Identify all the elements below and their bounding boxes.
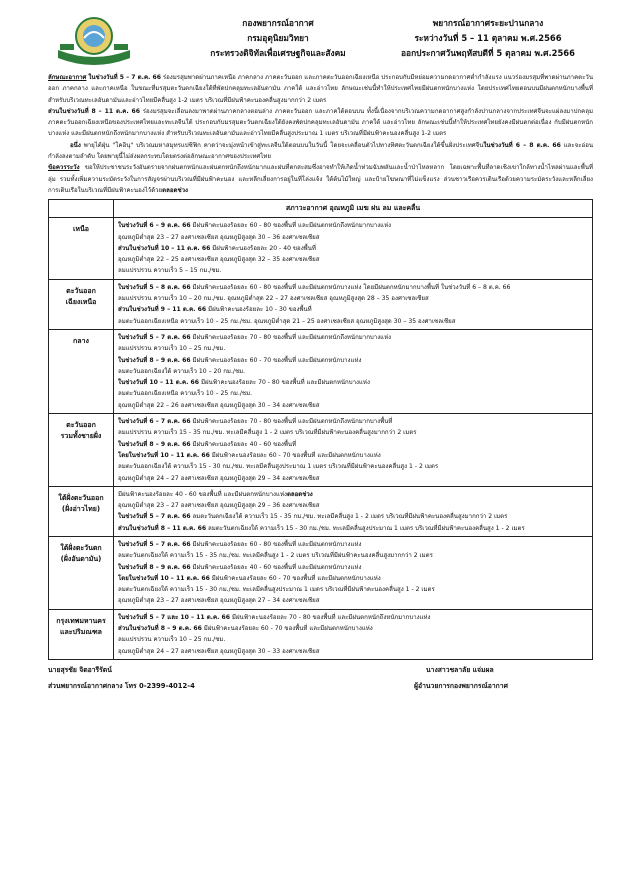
detail-text: อุณหภูมิต่ำสุด 23 – 27 องศาเซลเซียส อุณหภูมิสูงสุด 29 – 36 องศาเซลเซียส (118, 502, 320, 510)
detail-line (118, 573, 588, 584)
region-details (114, 218, 593, 279)
region-name-line: กรุงเทพมหานคร (56, 616, 106, 625)
table-row (49, 414, 593, 487)
detail-text: มีฝนฟ้าคะนองร้อยละ 60 - 80 ของพื้นที่ และมีฝนตกหนักบางแห่ง โดยมีฝนตกหนักมากบางพื้นที่ ในช่วงวันที่ 6 – 8 ต.ค. 66 (190, 283, 511, 291)
detail-line (118, 500, 588, 511)
detail-line (118, 461, 588, 472)
detail-line (118, 254, 588, 265)
detail-line (118, 243, 588, 254)
detail-text: มีฝนฟ้าคะนองร้อยละ 20 - 40 ของพื้นที่ (210, 244, 316, 252)
region-details (114, 279, 593, 329)
detail-text: มีฝนฟ้าคะนองร้อยละ 70 - 80 ของพื้นที่ และมีฝนตกหนักถึงหนักมากบางแห่ง (230, 613, 431, 621)
detail-line (118, 366, 588, 377)
detail-text: มีฝนฟ้าคะนองร้อยละ 60 - 70 ของพื้นที่ และมีฝนตกหนักบางแห่ง (209, 574, 381, 582)
detail-text: มีฝนฟ้าคะนองร้อยละ 40 - 60 ของพื้นที่ และมีฝนตกหนักบางแห่ง (190, 563, 362, 571)
detail-line (118, 316, 588, 327)
detail-text: มีฝนฟ้าคะนองร้อยละ 60 - 80 ของพื้นที่ และมีฝนตกหนักถึงหนักมากบางแห่ง (190, 222, 392, 230)
region-name-line: ใต้ฝั่งตะวันออก (58, 493, 104, 502)
detail-line (118, 595, 588, 606)
detail-line (118, 450, 588, 461)
region-name-line: (ฝั่งอ่าวไทย) (61, 504, 101, 513)
detail-line (118, 473, 588, 484)
director-name: นางสาวชลาลัย แจ่มผล (426, 665, 494, 674)
detail-line (118, 511, 588, 522)
region-name-line: เฉียงเหนือ (65, 297, 97, 306)
detail-text: ลมตะวันออกเฉียงเหนือ ความเร็ว 10 – 25 กม./ชม. อุณหภูมิต่ำสุด 21 – 25 องศาเซลเซียส อุณหภูมิสูงสุด 30 – 35 องศาเซลเซียส (118, 317, 456, 325)
detail-line (118, 489, 588, 500)
detail-line (118, 427, 588, 438)
issuer-division: กองพยากรณ์อากาศ (242, 18, 314, 28)
detail-line (118, 623, 588, 634)
region-name (49, 414, 114, 487)
detail-text: มีฝนฟ้าคะนองร้อยละ 40 - 60 ของพื้นที่ (190, 440, 297, 448)
forecast-period: ระหว่างวันที่ 5 – 11 ตุลาคม พ.ศ.2566 (414, 33, 562, 43)
detail-text: มีฝนฟ้าคะนองร้อยละ 60 - 80 ของพื้นที่ และมีฝนตกหนักบางแห่ง (190, 540, 362, 548)
detail-text: อุณหภูมิต่ำสุด 24 – 27 องศาเซลเซียส อุณหภูมิสูงสุด 30 – 33 องศาเซลเซียส (118, 647, 320, 655)
detail-line (118, 439, 588, 450)
summary-label: ลักษณะอากาศ (48, 74, 87, 81)
detail-text: ลมตะวันตกเฉียงใต้ ความเร็ว 15 - 30 กม./ชม. ทะเลมีคลื่นสูงประมาณ 1 เมตร บริเวณที่มีฝนฟ้าคะนองคลื่นสูง 1 - 2 เมตร (118, 586, 435, 594)
detail-line (118, 562, 588, 573)
detail-line (118, 232, 588, 243)
region-details (114, 536, 593, 609)
detail-text: มีฝนฟ้าคะนองร้อยละ 60 - 70 ของพื้นที่ และมีฝนตกหนักบางแห่ง (201, 625, 373, 633)
detail-text: ลมตะวันตกเฉียงใต้ ความเร็ว 15 - 30 กม./ชม. ทะเลมีคลื่นสูงประมาณ 1 เมตร บริเวณที่มีฝนฟ้าคะนองคลื่นสูง 1 - 2 เมตร (206, 524, 525, 532)
period-label: โดยในช่วงวันที่ 10 – 11 ต.ค. 66 (118, 451, 210, 459)
detail-text: ลมตะวันตกเฉียงใต้ ความเร็ว 15 - 35 กม./ชม. ทะเลมีคลื่นสูง 1 - 2 เมตร บริเวณที่มีฝนฟ้าคะนองคลื่นสูงมากกว่า 2 เมตร (190, 513, 508, 521)
summary-paragraph-1: ลักษณะอากาศ ในช่วงวันที่ 5 – 7 ต.ค. 66 ร่องมรสุมพาดผ่านภาคเหนือ ภาคกลาง ภาคตะวันออก และภาคตะวันออกเฉียงเหนือ ประกอบกับมีหย่อมความกดอากาศต่ำกำลังแรง แนวร่องมรสุมที่พาดผ่านภาคตะวันออก ภาคกลาง และภาคเหนือ ในขณะที่มรสุมตะวันตกเฉียงใต้ที่พัดปกคลุมทะเลอันดามัน ภาคใต้ และอ่าวไทย ลักษณะเช่นนี้ทำให้ประเทศไทยมีฝนตกหนักบางแห่ง โดยประเทศไทยตอนบนมีฝนตกหนักบางพื้นที่ สำหรับบริเวณทะเลอันดามันและอ่าวไทยมีคลื่นสูง 1-2 เมตร บริเวณที่มีฝนฟ้าคะนองคลื่นสูงมากกว่า 2 เมตร (48, 74, 593, 104)
department-seal-logo (50, 14, 138, 66)
period-label: ในช่วงวันที่ 6 – 9 ต.ค. 66 (118, 222, 191, 230)
region-name-line: ใต้ฝั่งตะวันตก (60, 543, 102, 552)
detail-text: มีฝนฟ้าคะนองร้อยละ 70 - 80 ของพื้นที่ และมีฝนตกหนักถึงหนักมากบางพื้นที่ (190, 418, 393, 426)
detail-line (118, 646, 588, 657)
detail-text: ลมแปรปรวน ความเร็ว 10 – 25 กม./ชม. (118, 345, 226, 353)
period-label: ในช่วงวันที่ 8 – 9 ต.ค. 66 (118, 440, 191, 448)
region-details (114, 329, 593, 413)
period-label: ในช่วงวันที่ 5 – 7 ต.ค. 66 (118, 333, 191, 341)
detail-text: อุณหภูมิต่ำสุด 23 – 27 องศาเซลเซียส อุณหภูมิสูงสุด 27 – 34 องศาเซลเซียส (118, 597, 320, 605)
region-name-line: (ฝั่งอันดามัน) (60, 554, 102, 563)
forecaster-department: ส่วนพยากรณ์อากาศกลาง โทร 0-2399-4012-4 (48, 681, 195, 690)
period-label: ในช่วงวันที่ 5 – 8 ต.ค. 66 (118, 283, 191, 291)
issuer-ministry: กระทรวงดิจิทัลเพื่อเศรษฐกิจและสังคม (210, 48, 346, 58)
detail-text: มีฝนฟ้าคะนองร้อยละ 10 - 30 ของพื้นที่ (206, 306, 312, 314)
forecast-document (48, 10, 593, 702)
detail-line (118, 539, 588, 550)
regional-forecast-table (48, 199, 593, 660)
issuer-block (198, 16, 358, 61)
region-name (49, 329, 114, 413)
detail-text: ลมแปรปรวน ความเร็ว 5 – 15 กม./ชม. (118, 267, 222, 275)
period-label: ในช่วงวันที่ 5 – 7 และ 10 – 11 ต.ค. 66 (118, 613, 230, 621)
region-name (49, 536, 114, 609)
region-name (49, 486, 114, 536)
region-name-line: ตะวันออก (66, 286, 96, 295)
period-label: ส่วนในช่วงวันที่ 10 – 11 ต.ค. 66 (118, 244, 211, 252)
region-name-line: รวมทั้งชายฝั่ง (60, 432, 102, 441)
forecast-title-block (388, 16, 588, 61)
caution-paragraph: ข้อควรระวัง ขอให้ประชาชนระวังอันตรายจากฝนตกหนักและฝนตกหนักถึงหนักมากและฝนที่ตกสะสมซึ่งอาจทำให้เกิดน้ำท่วมฉับพลันและน้ำป่าไหลหลาก โดยเฉพาะพื้นที่ลาดเชิงเขาใกล้ทางน้ำไหลผ่านและพื้นที่ลุ่ม รวมทั้งเพิ่มความระมัดระวังในการสัญจรผ่านบริเวณที่มีฝนฟ้าคะนอง และหลีกเลี่ยงการอยู่ในที่โล่งแจ้ง ใต้ต้นไม้ใหญ่ และป้ายโฆษณาที่ไม่แข็งแรง ส่วนชาวเรือควรเดินเรือด้วยความระมัดระวังและหลีกเลี่ยงการเดินเรือในบริเวณที่มีฝนฟ้าคะนองไว้ด้วยตลอดช่วง (48, 164, 593, 194)
period-label: ส่วนในช่วงวันที่ 9 – 11 ต.ค. 66 (118, 306, 207, 314)
period-label: ส่วนในช่วงวันที่ 8 – 11 ต.ค. 66 (118, 524, 207, 532)
region-name-line: ตะวันออก (66, 421, 96, 430)
issue-date: ออกประกาศวันพฤหัสบดีที่ 5 ตุลาคม พ.ศ.2566 (401, 48, 575, 58)
table-row (49, 218, 593, 279)
period-label: ในช่วงวันที่ 10 – 11 ต.ค. 66 (118, 379, 200, 387)
detail-line (118, 416, 588, 427)
forecast-type: พยากรณ์อากาศระยะปานกลาง (432, 18, 544, 28)
period-label: ในช่วงวันที่ 5 – 7 ต.ค. 66 (118, 513, 191, 521)
summary-paragraph-2: ส่วนในช่วงวันที่ 8 – 11 ต.ค. 66 ร่องมรสุมจะเลื่อนลงมาพาดผ่านภาคกลางตอนล่าง ภาคตะวันออก และภาคใต้ตอนบน ทั้งนี้เนื่องจากบริเวณความกดอากาศสูงกำลังปานกลางจากประเทศจีนจะแผ่ลงมาปกคลุมภาคตะวันออกเฉียงเหนือของประเทศไทยและทะเลจีนใต้ ประกอบกับมรสุมตะวันตกเฉียงใต้ยังคงพัดปกคลุมทะเลอันดามัน ภาคใต้ และอ่าวไทย ลักษณะเช่นนี้ทำให้ประเทศไทยยังคงมีฝนตกต่อเนื่อง กับมีฝนตกหนักบางแห่ง และมีฝนตกหนักถึงหนักมากบางแห่ง สำหรับบริเวณทะเลอันดามันและอ่าวไทยมีคลื่นสูงประมาณ 1 เมตร บริเวณที่มีฝนฟ้าคะนองคลื่นสูง 1-2 เมตร (48, 107, 594, 138)
detail-text: อุณหภูมิต่ำสุด 24 – 27 องศาเซลเซียส อุณหภูมิสูงสุด 29 – 34 องศาเซลเซียส (118, 474, 320, 482)
detail-text: ลมตะวันออกเฉียงเหนือ ความเร็ว 10 – 25 กม./ชม. (118, 390, 253, 398)
period-suffix: ตลอดช่วง (286, 490, 313, 498)
detail-line (118, 612, 588, 623)
region-details (114, 486, 593, 536)
detail-text: อุณหภูมิต่ำสุด 22 – 25 องศาเซลเซียส อุณหภูมิสูงสุด 32 – 35 องศาเซลเซียส (118, 256, 320, 264)
detail-line (118, 634, 588, 645)
caution-label: ข้อควรระวัง (48, 164, 80, 172)
issuer-department: กรมอุตุนิยมวิทยา (247, 33, 309, 43)
detail-text: อุณหภูมิต่ำสุด 23 – 27 องศาเซลเซียส อุณหภูมิสูงสุด 30 – 36 องศาเซลเซียส (118, 233, 320, 241)
region-details (114, 414, 593, 487)
region-name-line: กลาง (73, 336, 89, 345)
period-label: ในช่วงวันที่ 5 – 7 ต.ค. 66 (118, 540, 191, 548)
table-row (49, 279, 593, 329)
region-name (49, 279, 114, 329)
detail-line (118, 220, 588, 231)
detail-line (118, 584, 588, 595)
region-name-line: เหนือ (73, 225, 89, 234)
document-footer (48, 662, 593, 702)
region-column-header (49, 200, 114, 218)
detail-text: มีฝนฟ้าคะนองร้อยละ 40 - 60 ของพื้นที่ และมีฝนตกหนักบางแห่ง (118, 490, 287, 498)
detail-line (118, 400, 588, 411)
region-details (114, 609, 593, 659)
director-title: ผู้อำนวยการกองพยากรณ์อากาศ (414, 681, 508, 690)
period-label: ในช่วงวันที่ 8 – 9 ต.ค. 66 (118, 563, 191, 571)
period-label: ส่วนในช่วงวันที่ 8 – 9 ต.ค. 66 (118, 625, 202, 633)
detail-text: ลมแปรปรวน ความเร็ว 10 – 25 กม./ชม. (118, 636, 226, 644)
region-name (49, 609, 114, 659)
conditions-column-header: สภาวะอากาศ อุณหภูมิ เมฆ ฝน ลม และคลื่น (114, 200, 593, 218)
detail-text: ลมแปรปรวน ความเร็ว 15 - 35 กม./ชม. ทะเลมีคลื่นสูง 1 - 2 เมตร บริเวณที่มีฝนฟ้าคะนองคลื่นสูงมากกว่า 2 เมตร (118, 429, 417, 437)
period-label: ในช่วงวันที่ 6 – 7 ต.ค. 66 (118, 418, 191, 426)
detail-line (118, 265, 588, 276)
detail-line (118, 550, 588, 561)
detail-text: มีฝนฟ้าคะนองร้อยละ 70 - 80 ของพื้นที่ และมีฝนตกหนักถึงหนักมากบางแห่ง (190, 333, 392, 341)
summary-paragraph-3: อนึ่ง พายุไต้ฝุ่น "โคอินุ" บริเวณมหาสมุทรแปซิฟิก คาดว่าจะมุ่งหน้าเข้าสู่ทะเลจีนใต้ตอนบนในวันนี้ โดยจะเคลื่อนตัวไปทางทิศตะวันตกเฉียงใต้ขึ้นฝั่งประเทศจีนในช่วงวันที่ 6 – 8 ต.ค. 66 และจะอ่อนกำลังลงตามลำดับ โดยพายุนี้ไม่ส่งผลกระทบโดยตรงต่อลักษณะอากาศของประเทศไทย (48, 141, 594, 161)
forecaster-name: นายสุรชัย จิตอารีรัตน์ (48, 665, 112, 674)
detail-line (118, 388, 588, 399)
detail-text: มีฝนฟ้าคะนองร้อยละ 70 - 80 ของพื้นที่ และมีฝนตกหนักบางแห่ง (199, 379, 370, 387)
weather-summary (48, 72, 593, 196)
detail-line (118, 523, 588, 534)
period-label: ในช่วงวันที่ 8 – 9 ต.ค. 66 (118, 356, 191, 364)
detail-text: อุณหภูมิต่ำสุด 22 – 26 องศาเซลเซียส อุณหภูมิสูงสุด 30 – 34 องศาเซลเซียส (118, 401, 320, 409)
table-row (49, 486, 593, 536)
detail-line (118, 377, 588, 388)
detail-text: มีฝนฟ้าคะนองร้อยละ 60 - 70 ของพื้นที่ และมีฝนตกหนักบางแห่ง (190, 356, 362, 364)
detail-text: ลมแปรปรวน ความเร็ว 10 – 20 กม./ชม. อุณหภูมิต่ำสุด 22 – 27 องศาเซลเซียส อุณหภูมิสูงสุด 28 – 35 องศาเซลเซียส (118, 295, 429, 303)
detail-line (118, 282, 588, 293)
detail-text: มีฝนฟ้าคะนองร้อยละ 60 - 70 ของพื้นที่ และมีฝนตกหนักบางแห่ง (209, 451, 381, 459)
table-row (49, 536, 593, 609)
region-name (49, 218, 114, 279)
detail-text: ลมตะวันออกเฉียงใต้ ความเร็ว 15 - 30 กม./ชม. ทะเลมีคลื่นสูงประมาณ 1 เมตร บริเวณที่มีฝนฟ้าคะนองคลื่นสูง 1 - 2 เมตร (118, 463, 439, 471)
detail-line (118, 293, 588, 304)
table-row (49, 609, 593, 659)
detail-text: ลมตะวันออกเฉียงใต้ ความเร็ว 10 – 20 กม./ชม. (118, 367, 246, 375)
document-header (48, 10, 593, 72)
detail-text: ลมตะวันตกเฉียงใต้ ความเร็ว 15 - 35 กม./ชม. ทะเลมีคลื่นสูง 1 - 2 เมตร บริเวณที่มีฝนฟ้าคะนองคลื่นสูงมากกว่า 2 เมตร (118, 552, 433, 560)
region-name-line: และปริมณฑล (60, 627, 102, 636)
detail-line (118, 355, 588, 366)
detail-line (118, 343, 588, 354)
detail-line (118, 332, 588, 343)
period-label: โดยในช่วงวันที่ 10 – 11 ต.ค. 66 (118, 574, 210, 582)
table-row (49, 329, 593, 413)
detail-line (118, 304, 588, 315)
